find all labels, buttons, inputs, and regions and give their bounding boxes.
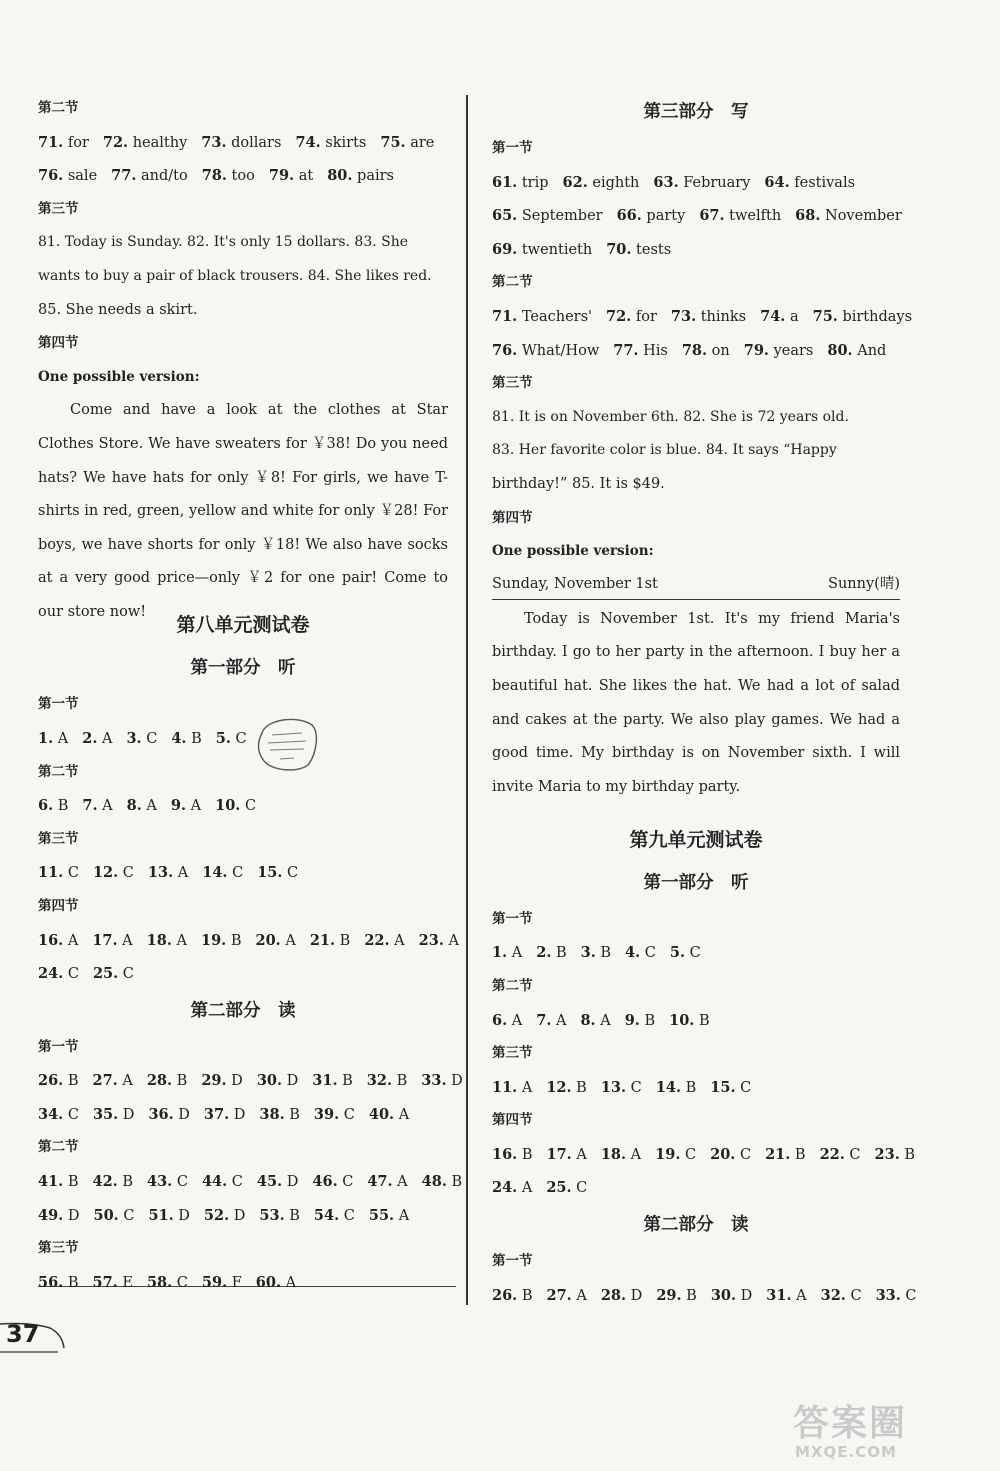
right-column [492, 92, 917, 1312]
section-label: 第一节 [492, 1253, 533, 1270]
part-title: 第二部分 读 [643, 1215, 749, 1236]
answer-item: 72. for [606, 307, 657, 325]
answer-item: 69. twentieth [492, 240, 593, 258]
answer-item: 48. B [421, 1173, 463, 1191]
answer-row [492, 936, 900, 970]
section-label: 第一节 [492, 140, 533, 156]
answer-item: 20. C [710, 1145, 752, 1163]
answer-item: 34. C [38, 1105, 79, 1123]
answer-item: 74. skirts [295, 133, 367, 151]
answer-item: 73. thinks [670, 307, 747, 325]
answer-row [38, 1199, 448, 1233]
possible-version-label: One possible version: [492, 543, 654, 560]
answer-row [492, 199, 900, 233]
answer-row [492, 166, 900, 200]
answer-row [38, 1098, 448, 1132]
section-label: 第二节 [492, 977, 533, 994]
answer-row [492, 1004, 900, 1038]
answer-row [38, 957, 448, 991]
answer-text: wants to buy a pair of black trousers. 84. She likes red. [38, 267, 432, 284]
answer-item: 80. pairs [327, 167, 394, 185]
answer-item: 33. C [875, 1286, 917, 1304]
answer-item: 77. His [613, 341, 668, 359]
answer-item: 19. B [200, 931, 242, 949]
answer-item: 80. And [827, 341, 887, 359]
answer-item: 64. festivals [764, 173, 856, 191]
answer-item: 36. D [148, 1105, 190, 1123]
answer-item: 1. A [492, 944, 523, 962]
answer-item: 31. B [312, 1072, 353, 1090]
answer-item: 1. A [38, 729, 69, 747]
diary-weather: Sunny(晴) [828, 575, 900, 592]
answer-item: 3. C [126, 729, 158, 747]
answer-text: 81. It is on November 6th. 82. She is 72 years old. [492, 408, 849, 425]
answer-item: 44. C [201, 1173, 243, 1191]
answer-item: 27. A [546, 1286, 587, 1304]
answer-item: 11. A [492, 1078, 533, 1096]
answer-item: 24. A [492, 1179, 533, 1197]
answer-item: 25. C [546, 1179, 588, 1197]
answer-row [38, 159, 448, 193]
answer-text: 83. Her favorite color is blue. 84. It says “Happy [492, 442, 837, 459]
answer-item: 47. A [367, 1173, 408, 1191]
answer-item: 15. C [257, 864, 299, 882]
section-label: 第一节 [38, 1038, 79, 1055]
answer-item: 12. B [546, 1078, 587, 1096]
answer-item: 4. B [171, 729, 202, 747]
answer-item: 11. C [38, 864, 79, 882]
answer-item: 50. C [93, 1206, 135, 1224]
answer-item: 67. twelfth [699, 207, 782, 225]
answer-item: 52. D [203, 1206, 246, 1224]
answer-item: 21. B [309, 931, 351, 949]
answer-item: 23. B [874, 1145, 916, 1163]
watermark-url: MXQE.COM [795, 1443, 897, 1461]
section-label: 第三节 [492, 1045, 533, 1062]
section-label: 第二节 [38, 763, 79, 780]
answer-item: 8. A [126, 797, 157, 815]
answer-row [38, 789, 448, 823]
answer-item: 78. too [201, 167, 255, 185]
answer-item: 58. C [146, 1273, 188, 1291]
answer-item: 13. C [600, 1078, 642, 1096]
answer-item: 31. A [766, 1286, 807, 1304]
answer-row [492, 334, 900, 368]
answer-item: 38. B [259, 1105, 300, 1123]
answer-item: 18. A [146, 931, 187, 949]
answer-row [38, 856, 448, 890]
answer-item: 22. C [819, 1145, 861, 1163]
answer-item: 2. A [82, 729, 113, 747]
answer-item: 57. E [92, 1273, 133, 1291]
answer-item: 71. for [38, 133, 89, 151]
answer-item: 12. C [92, 864, 134, 882]
answer-item: 7. A [82, 797, 113, 815]
answer-item: 28. B [146, 1072, 188, 1090]
page-number: 37 [6, 1320, 40, 1348]
section-label: 第三节 [38, 200, 79, 217]
answer-item: 79. years [743, 341, 814, 359]
answer-item: 29. D [201, 1072, 243, 1090]
sample-essay: Come and have a look at the clothes at Star Clothes Store. We have sweaters for ￥38! Do you need hats? We have hats for only ￥8! For girls, we have T-shirts in red, green, yellow and white for only ￥28! For boys, we have shorts for only ￥18! We also have socks at a very good price—only ￥2 for one pair! Come to our store now! [38, 402, 448, 620]
answer-item: 29. B [656, 1286, 697, 1304]
answer-item: 7. A [536, 1011, 567, 1029]
answer-item: 68. November [795, 207, 902, 225]
part-title: 第二部分 读 [190, 1000, 296, 1021]
answer-item: 51. D [148, 1206, 190, 1224]
answer-item: 27. A [92, 1072, 133, 1090]
answer-item: 9. B [624, 1011, 656, 1029]
answer-item: 6. A [492, 1011, 523, 1029]
left-column [38, 92, 463, 1299]
answer-item: 76. What/How [492, 341, 600, 359]
answer-item: 28. D [600, 1286, 643, 1304]
answer-item: 21. B [765, 1145, 806, 1163]
part-title: 第一部分 听 [643, 872, 749, 893]
section-label: 第二节 [38, 1139, 79, 1156]
answer-item: 41. B [38, 1173, 79, 1191]
answer-item: 73. dollars [201, 133, 282, 151]
answer-item: 55. A [368, 1206, 410, 1224]
answer-item: 17. A [546, 1145, 587, 1163]
answer-item: 43. C [147, 1173, 188, 1191]
answer-item: 13. A [147, 864, 189, 882]
answer-item: 71. Teachers' [492, 307, 593, 325]
part-title: 第一部分 听 [190, 658, 296, 679]
section-label: 第二节 [492, 274, 533, 291]
answer-item: 45. D [256, 1173, 299, 1191]
answer-row [38, 1165, 463, 1199]
answer-row [492, 1138, 916, 1172]
answer-item: 78. on [681, 341, 730, 359]
answer-item: 22. A [364, 931, 405, 949]
answer-item: 39. C [313, 1105, 355, 1123]
answer-item: 42. B [92, 1173, 133, 1191]
answer-item: 37. D [203, 1105, 246, 1123]
answer-item: 61. trip [492, 173, 549, 191]
answer-item: 16. B [492, 1145, 533, 1163]
section-label: 第一节 [38, 696, 79, 713]
stamp-icon [254, 715, 320, 773]
answer-row [38, 126, 448, 160]
answer-item: 6. B [38, 797, 69, 815]
answer-item: 60. A [255, 1273, 297, 1291]
answer-item: 16. A [38, 931, 79, 949]
answer-item: 10. C [215, 797, 257, 815]
section-label: 第三节 [38, 830, 79, 847]
answer-item: 65. September [492, 207, 603, 225]
answer-item: 23. A [418, 931, 459, 949]
section-label: 第四节 [492, 509, 533, 526]
answer-item: 24. C [38, 965, 79, 983]
answer-item: 75. birthdays [812, 307, 913, 325]
page-number-badge [0, 1318, 68, 1358]
answer-item: 5. C [669, 944, 701, 962]
answer-item: 10. B [669, 1011, 710, 1029]
answer-item: 77. and/to [111, 167, 188, 185]
unit-title: 第九单元测试卷 [629, 828, 763, 851]
section-label: 第三节 [492, 375, 533, 392]
answer-item: 74. a [760, 307, 799, 325]
watermark-text: 答案圈 [793, 1403, 908, 1444]
section-label: 第三节 [38, 1240, 79, 1257]
unit-title: 第八单元测试卷 [176, 614, 310, 637]
diary-date: Sunday, November 1st [492, 575, 658, 592]
answer-item: 30. D [710, 1286, 753, 1304]
sample-diary: Today is November 1st. It's my friend Maria's birthday. I go to her party in the afternoon. I buy her a beautiful hat. She likes the hat. We had a lot of salad and cakes at the party. We also play games. We had a good time. My birthday is on November sixth. I will invite Maria to my birthday party. [492, 610, 900, 795]
answer-item: 3. B [580, 944, 612, 962]
possible-version-label: One possible version: [38, 368, 200, 385]
answer-item: 70. tests [606, 240, 672, 258]
answer-row [492, 1171, 900, 1205]
answer-item: 9. A [170, 797, 202, 815]
answer-item: 53. B [259, 1206, 300, 1224]
answer-item: 63. February [653, 173, 751, 191]
answer-item: 79. at [268, 167, 314, 185]
answer-row [492, 1279, 917, 1313]
column-divider [466, 95, 468, 1305]
answer-item: 25. C [92, 965, 134, 983]
answer-item: 26. B [38, 1072, 79, 1090]
answer-item: 33. D [421, 1072, 463, 1090]
answer-item: 32. C [820, 1286, 862, 1304]
answer-item: 66. party [616, 207, 686, 225]
section-label: 第一节 [492, 910, 533, 927]
answer-item: 54. C [313, 1206, 355, 1224]
answer-item: 17. A [92, 931, 133, 949]
answer-item: 76. sale [38, 167, 98, 185]
watermark-logo [785, 1395, 985, 1465]
answer-text: birthday!” 85. It is $49. [492, 475, 665, 492]
answer-row [492, 233, 900, 267]
answer-item: 8. A [580, 1011, 611, 1029]
answer-item: 46. C [312, 1173, 354, 1191]
answer-item: 15. C [710, 1078, 752, 1096]
answer-item: 35. D [92, 1105, 135, 1123]
answer-row [38, 722, 448, 756]
section-label: 第二节 [38, 100, 79, 116]
answer-row [38, 1266, 448, 1300]
section-label: 第四节 [38, 897, 79, 914]
answer-row [492, 300, 913, 334]
answer-row [492, 1071, 900, 1105]
answer-item: 2. B [536, 944, 567, 962]
answer-item: 49. D [38, 1206, 80, 1224]
answer-item: 14. C [202, 864, 244, 882]
answer-item: 62. eighth [562, 173, 640, 191]
answer-text: 85. She needs a skirt. [38, 301, 198, 318]
answer-item: 19. C [655, 1145, 697, 1163]
answer-item: 40. A [368, 1105, 410, 1123]
answer-item: 4. C [625, 944, 656, 962]
answer-item: 72. healthy [102, 133, 188, 151]
answer-item: 59. F [201, 1273, 242, 1291]
answer-item: 18. A [600, 1145, 642, 1163]
diary-dateline [492, 569, 900, 600]
answer-item: 20. A [255, 931, 296, 949]
answer-item: 56. B [38, 1273, 79, 1291]
answer-item: 32. B [366, 1072, 408, 1090]
answer-row [38, 1064, 463, 1098]
answer-item: 30. D [256, 1072, 299, 1090]
answer-item: 14. B [655, 1078, 697, 1096]
part-title: 第三部分 写 [643, 102, 749, 122]
answer-row [38, 924, 459, 958]
section-label: 第四节 [38, 335, 79, 352]
answer-item: 75. are [380, 133, 435, 151]
answer-text: 81. Today is Sunday. 82. It's only 15 dollars. 83. She [38, 234, 409, 251]
answer-item: 26. B [492, 1286, 533, 1304]
section-label: 第四节 [492, 1112, 533, 1129]
answer-item: 5. C [215, 729, 247, 747]
